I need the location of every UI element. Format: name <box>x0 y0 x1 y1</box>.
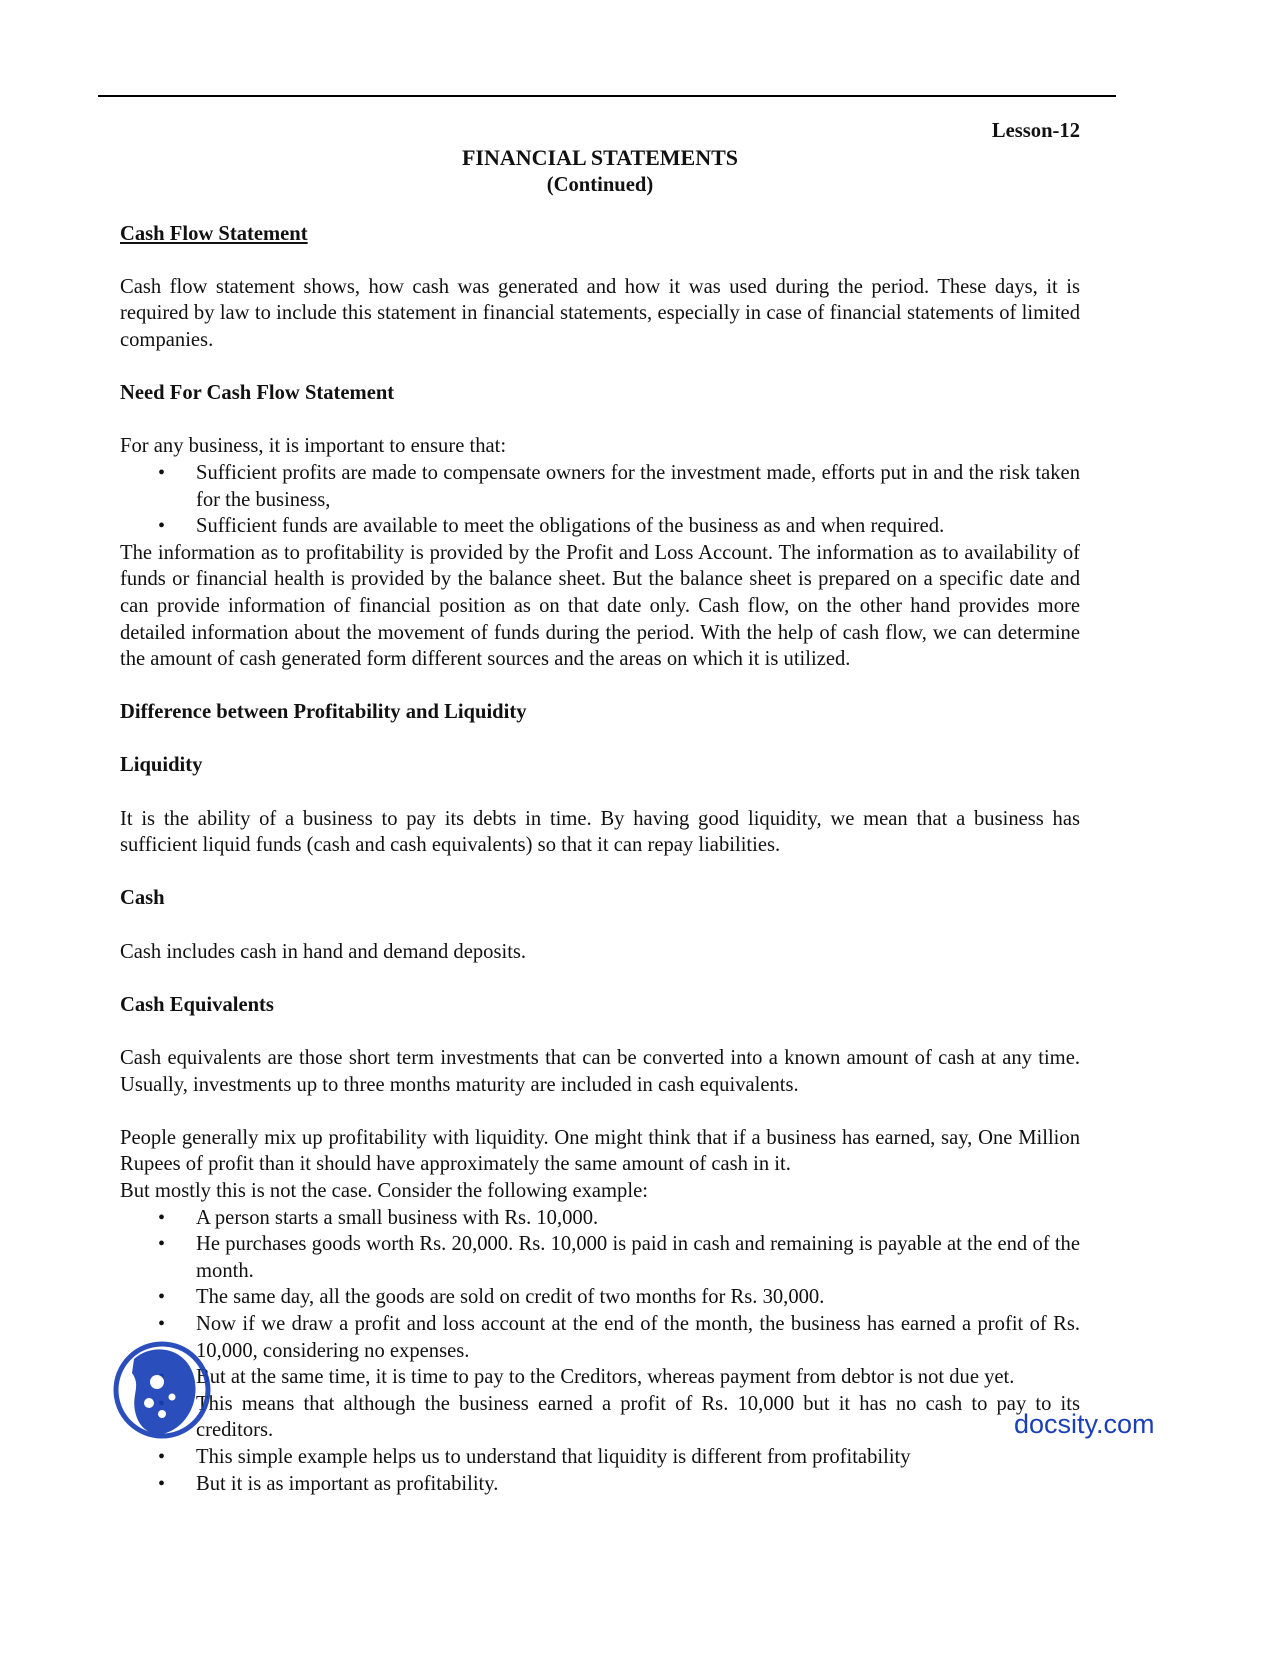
bullet-icon: • <box>158 1472 166 1495</box>
example-intro: But mostly this is not the case. Consider the following example: <box>120 1179 648 1202</box>
list-item: • But it is as important as profitability. <box>120 1471 1080 1498</box>
cash-paragraph: Cash includes cash in hand and demand deposits. <box>120 940 527 963</box>
lesson-number: Lesson-12 <box>991 120 1080 142</box>
page-title: FINANCIAL STATEMENTS <box>461 145 739 170</box>
need-intro: For any business, it is important to ensure that: <box>120 435 507 458</box>
bullet-icon: • <box>158 461 166 484</box>
bullet-icon: • <box>158 1206 166 1229</box>
bullet-icon: • <box>158 515 166 538</box>
cash-flow-paragraph: Cash flow statement shows, how cash was generated and how it was used during the period. These days, it is required by law to include this statement in financial statements, especially in case of financial statements of limited companies. <box>120 275 1080 351</box>
need-bullet-list <box>120 460 1080 540</box>
bullet-icon: • <box>158 1312 166 1335</box>
need-paragraph: The information as to profitability is provided by the Profit and Loss Account. The information as to availability of funds or financial health is provided by the balance sheet. But the balance sheet is prepared on a specific date and can provide information of financial position as on that date only. Cash flow, on the other hand provides more detailed information about the movement of funds during the period. With the help of cash flow, we can determine the amount of cash generated form different sources and the areas on which it is utilized. <box>120 541 1080 671</box>
docsity-watermark[interactable]: docsity.com <box>1014 1409 1155 1439</box>
list-item: But at the same time, it is time to pay to the Creditors, whereas payment from debtor is not due yet. <box>120 1364 1080 1391</box>
cash-equivalents-heading: Cash Equivalents <box>120 993 274 1016</box>
document-page <box>120 118 1080 1497</box>
page-subtitle: (Continued) <box>546 174 654 196</box>
list-item: • He purchases goods worth Rs. 20,000. Rs. 10,000 is paid in cash and remaining is payable at the end of the month. <box>158 1233 1080 1282</box>
list-item: This means that although the business earned a profit of Rs. 10,000 but it has no cash to pay to its creditors. <box>120 1391 1080 1444</box>
difference-heading: Difference between Profitability and Liquidity <box>120 701 527 724</box>
list-item: • Sufficient profits are made to compensate owners for the investment made, efforts put in and the risk taken for the business, <box>158 461 1080 511</box>
bullet-icon: • <box>158 1286 166 1309</box>
docsity-logo-icon[interactable] <box>112 1337 212 1443</box>
list-item: • The same day, all the goods are sold on credit of two months for Rs. 30,000. <box>120 1284 1080 1311</box>
top-rule <box>98 95 1116 97</box>
cash-flow-heading: Cash Flow Statement <box>120 222 308 245</box>
liquidity-heading: Liquidity <box>120 754 203 777</box>
bullet-icon: • <box>158 1445 166 1468</box>
list-item: • Now if we draw a profit and loss account at the end of the month, the business has earned a profit of Rs. 10,000, considering no expenses. <box>158 1312 1080 1362</box>
cash-heading: Cash <box>120 887 165 910</box>
bullet-icon: • <box>158 1233 166 1256</box>
list-item: • This simple example helps us to understand that liquidity is different from profitability <box>120 1444 1080 1471</box>
list-item: • Sufficient funds are available to meet the obligations of the business as and when required. <box>120 513 1080 540</box>
profitability-paragraph: People generally mix up profitability with liquidity. One might think that if a business has earned, say, One Million Rupees of profit than it should have approximately the same amount of cash in it. <box>120 1126 1080 1176</box>
liquidity-paragraph: It is the ability of a business to pay its debts in time. By having good liquidity, we mean that a business has sufficient liquid funds (cash and cash equivalents) so that it can repay liabilities. <box>120 807 1080 857</box>
list-item: • A person starts a small business with Rs. 10,000. <box>120 1205 1080 1232</box>
need-heading: Need For Cash Flow Statement <box>120 382 395 405</box>
cash-equivalents-paragraph: Cash equivalents are those short term investments that can be converted into a known amount of cash at any time. Usually, investments up to three months maturity are included in cash equivalents. <box>120 1047 1080 1096</box>
example-bullet-list <box>120 1205 1080 1498</box>
